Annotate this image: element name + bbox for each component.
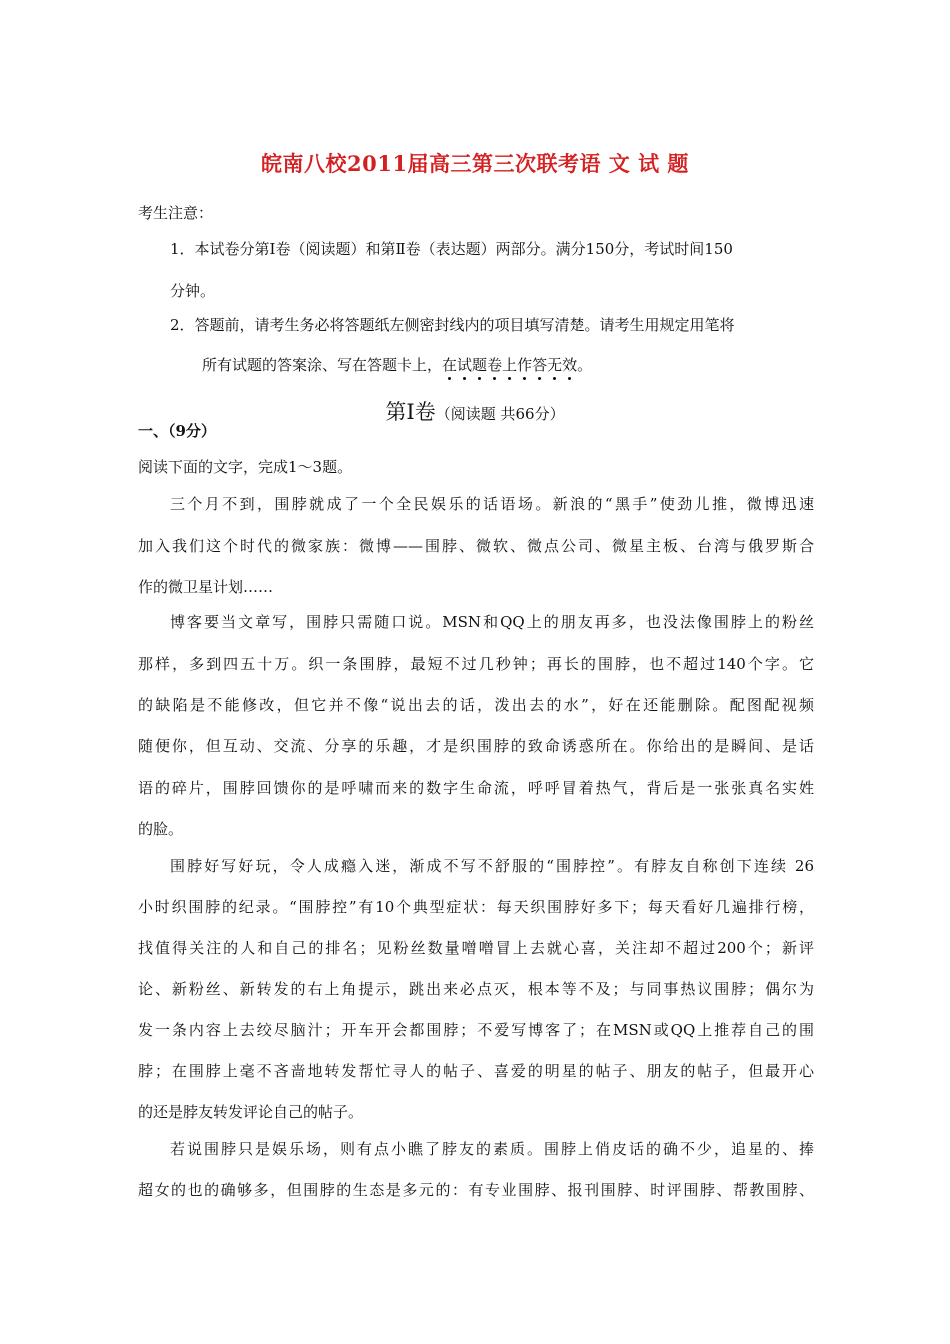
emphasis-char: 作	[517, 356, 533, 374]
section-main: 第Ⅰ卷	[385, 400, 436, 424]
passage-line: 小时织围脖的纪录。“围脖控”有10个典型症状：每天织围脖好多下；每天看好几遍排行榜，	[138, 898, 814, 916]
notice-2-line-1: 2．答题前，请考生务必将答题纸左侧密封线内的项目填写清楚。请考生用规定用笔将	[170, 316, 735, 334]
passage-line: 超女的也的确够多，但围脖的生态是多元的：有专业围脖、报刊围脖、时评围脖、帮教围脖、	[138, 1181, 814, 1199]
passage-line: 论、新粉丝、新转发的右上角提示，跳出来必点灭，根本等不及；与同事热议围脖；偶尔为	[138, 980, 814, 998]
reading-instruction: 阅读下面的文字，完成1～3题。	[138, 458, 353, 476]
section-sub: （阅读题 共66分）	[435, 405, 565, 423]
passage-line: 那样，多到四五十万。织一条围脖，最短不过几秒钟；再长的围脖，也不超过140个字。它	[138, 655, 814, 673]
passage-line: 语的碎片，围脖回馈你的是呼啸而来的数字生命流，呼呼冒着热气，背后是一张张真名实姓	[138, 779, 814, 797]
notice-1-line-1: 1．本试卷分第Ⅰ卷（阅读题）和第Ⅱ卷（表达题）两部分。满分150分，考试时间150	[170, 240, 733, 258]
passage-line: 随便你，但互动、交流、分享的乐趣，才是织围脖的致命诱惑所在。你给出的是瞬间、是话	[138, 737, 814, 755]
passage-line: 加入我们这个时代的微家族：微博——围脖、微软、微点公司、微星主板、台湾与俄罗斯合	[138, 537, 814, 555]
passage-line: 若说围脖只是娱乐场，则有点小瞧了脖友的素质。围脖上俏皮话的确不少，追星的、捧	[170, 1140, 814, 1158]
passage-line: 博客要当文章写，围脖只需随口说。MSN和QQ上的朋友再多，也没法像围脖上的粉丝	[170, 613, 814, 631]
emphasis-char: 试	[457, 356, 473, 374]
emphasis-char: 题	[472, 356, 488, 374]
notice-2-end: 。	[577, 356, 593, 374]
emphasis-char: 在	[442, 356, 458, 374]
passage-line: 的缺陷是不能修改，但它并不像“说出去的话，泼出去的水”，好在还能删除。配图配视频	[138, 696, 814, 714]
emphasis-char: 效	[562, 356, 578, 374]
notice-1-line-2: 分钟。	[170, 282, 216, 300]
passage-line: 围脖好写好玩，令人成瘾入迷，渐成不写不舒服的“围脖控”。有脖友自称创下连续 26	[170, 857, 814, 875]
passage-line: 发一条内容上去绞尽脑汁；开车开会都围脖；不爱写博客了；在MSN或QQ上推荐自己的围	[138, 1021, 814, 1039]
emphasis-char: 无	[547, 356, 563, 374]
passage-line: 找值得关注的人和自己的排名；见粉丝数量噌噌冒上去就心喜，关注却不超过200个；新评	[138, 939, 814, 957]
part-one-heading: 一、（9分）	[138, 422, 216, 440]
passage-line: 三个月不到，围脖就成了一个全民娱乐的话语场。新浪的“黑手”使劲儿推，微博迅速	[170, 495, 814, 513]
emphasis-char: 上	[502, 356, 518, 374]
passage-line: 作的微卫星计划……	[138, 578, 274, 596]
emphasis-char: 卷	[487, 356, 503, 374]
notice-2-line-2	[202, 355, 592, 375]
passage-line: 脖；在围脖上毫不吝啬地转发帮忙寻人的帖子、喜爱的明星的帖子、朋友的帖子，但最开心	[138, 1062, 814, 1080]
notice-2-plain: 所有试题的答案涂、写在答题卡上，	[202, 356, 443, 374]
notice-2-emphasis	[442, 356, 577, 374]
notice-label: 考生注意：	[138, 204, 214, 222]
passage-line: 的还是脖友转发评论自己的帖子。	[138, 1103, 364, 1121]
exam-title: 皖南八校2011届高三第三次联考语 文 试 题	[261, 151, 689, 176]
passage-line: 的脸。	[138, 820, 184, 838]
emphasis-char: 答	[532, 356, 548, 374]
